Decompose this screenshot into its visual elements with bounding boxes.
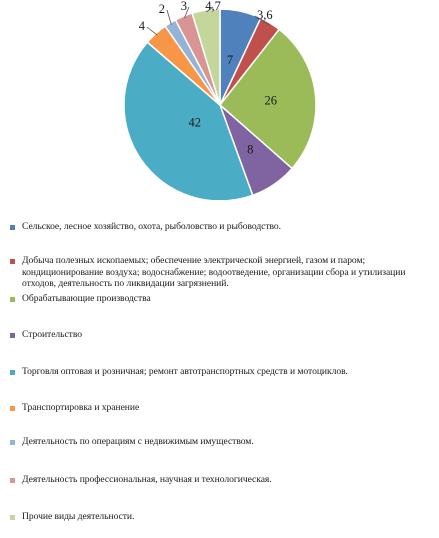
slice-data-label: 4 <box>138 19 145 33</box>
slice-data-label: 8 <box>247 142 254 157</box>
legend-swatch <box>10 297 15 302</box>
slice-data-label: 3,6 <box>257 8 273 22</box>
legend-label: Строительство <box>22 329 82 340</box>
slice-data-label: 26 <box>264 93 277 108</box>
legend-swatch <box>10 406 15 411</box>
legend-item <box>10 511 435 523</box>
slice-data-label: 4,7 <box>205 0 221 13</box>
legend-swatch <box>10 333 15 338</box>
legend-swatch <box>10 515 15 520</box>
legend-item <box>10 474 435 486</box>
legend-swatch <box>10 225 15 230</box>
legend-label: Торговля оптовая и розничная; ремонт автотранспортных средств и мотоциклов. <box>22 366 348 377</box>
slice-data-label: 3 <box>180 0 187 13</box>
legend-item <box>10 293 435 305</box>
legend-item <box>10 221 435 233</box>
slice-data-label: 42 <box>188 115 201 130</box>
legend-swatch <box>10 370 15 375</box>
legend-item <box>10 329 435 341</box>
slice-data-label: 7 <box>226 53 234 67</box>
legend-label: Обрабатывающие производства <box>22 293 151 304</box>
legend-item <box>10 436 435 448</box>
legend-swatch <box>10 478 15 483</box>
legend-label: Прочие виды деятельности. <box>22 511 135 522</box>
legend-label: Деятельность по операциям с недвижимым имуществом. <box>22 436 254 447</box>
legend-label: Деятельность профессиональная, научная и технологическая. <box>22 474 272 485</box>
legend-item <box>10 366 435 378</box>
slice-data-label: 2 <box>158 2 165 16</box>
legend-label: Транспортировка и хранение <box>22 402 140 413</box>
legend-swatch <box>10 259 15 264</box>
legend-item <box>10 402 435 414</box>
legend-label: Добыча полезных ископаемых; обеспечение электрической энергией, газом и паром; кондиционирование воздуха; водоснабжение; водоотведение, организации сбора и утилизации отходов, деятельность по ликвидации загрязнений. <box>22 255 406 289</box>
legend-label: Сельское, лесное хозяйство, охота, рыболовство и рыбоводство. <box>22 221 282 232</box>
legend-swatch <box>10 440 15 445</box>
legend-item <box>10 255 435 290</box>
